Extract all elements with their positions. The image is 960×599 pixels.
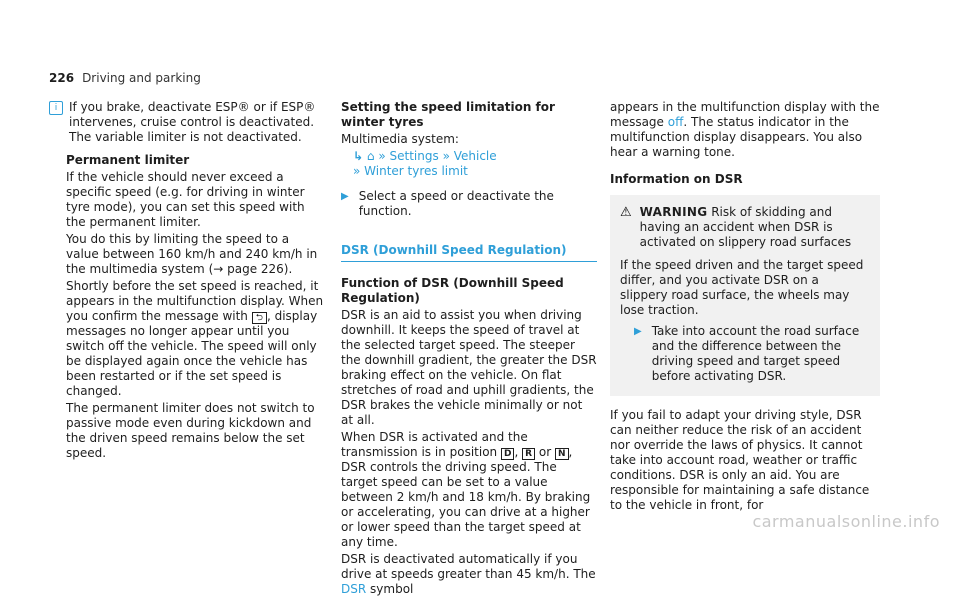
text: When DSR is activated and the transmission is in position: [341, 430, 528, 459]
warning-box: [610, 195, 880, 396]
page-header: [49, 71, 201, 86]
paragraph: The permanent limiter does not switch to passive mode even during kickdown and the driven speed remains below the set speed.: [66, 401, 315, 460]
column-1: [54, 100, 324, 463]
text: or: [538, 445, 552, 459]
path-winter-tyres: Winter tyres limit: [364, 164, 468, 178]
multimedia-label: Multimedia system:: [341, 132, 459, 146]
back-button-icon: ⮌: [252, 312, 267, 324]
paragraph: [341, 552, 597, 597]
text: . The status indicator in the multifunction display disappears. You also hear a warning tone.: [610, 115, 863, 159]
path-settings: Settings: [389, 149, 439, 163]
text: Shortly before the set speed is reached, it appears in the multifunction display. When you confirm the message with: [66, 279, 324, 323]
off-message-text: off: [667, 115, 684, 129]
text: DSR is deactivated automatically if you drive at speeds greater than 45 km/h. The: [341, 552, 596, 581]
dsr-symbol-text: DSR: [341, 582, 367, 596]
dsr-section-heading: DSR (Downhill Speed Regulation): [341, 243, 597, 262]
note-text: If you brake, deactivate ESP® or if ESP® intervenes, cruise control is deactivated. The variable limiter is not deactivated.: [69, 100, 316, 144]
permanent-limiter-heading: Permanent limiter: [66, 153, 190, 167]
column-2: [341, 100, 597, 599]
menu-path: [341, 149, 597, 179]
paragraph: If the vehicle should never exceed a specific speed (e.g. for driving in winter tyre mode), you can set this speed with the permanent limiter.: [66, 170, 305, 229]
gear-n-icon: N: [555, 448, 569, 460]
paragraph: When DSR is activated and the transmission is in position D , R or N , DSR controls the driving speed. The target speed can be set to a value between 2 km/h and 18 km/h. By braking or accelerating, you can drive at a higher or lower speed than the target speed at any time.: [341, 430, 591, 549]
text: , display messages no longer appear until you switch off the vehicle. The speed will only be displayed again once the vehicle has been restarted or if the set speed is changed.: [66, 309, 318, 398]
winter-heading: Setting the speed limitation for winter tyres: [341, 100, 555, 129]
text: , DSR controls the driving speed. The target speed can be set to a value between 2 km/h and 18 km/h. By braking or accelerating, you can drive at a higher or lower speed than the target speed at any time.: [341, 445, 591, 549]
paragraph: You do this by limiting the speed to a value between 160 km/h and 240 km/h in the multimedia system (→ page 226).: [66, 232, 318, 276]
chevron-icon: »: [378, 149, 386, 163]
column-3: [610, 100, 880, 515]
step-text: Select a speed or deactivate the function.: [358, 189, 554, 218]
section-title: Driving and parking: [82, 71, 201, 85]
path-vehicle: Vehicle: [453, 149, 497, 163]
dsr-function-heading: Function of DSR (Downhill Speed Regulation): [341, 276, 564, 305]
warning-step: [620, 324, 870, 384]
warning-paragraph: If the speed driven and the target speed differ, and you activate DSR on a slippery road surface, the wheels may lose traction.: [620, 258, 864, 317]
info-heading: Information on DSR: [610, 172, 743, 186]
home-icon: ⌂: [366, 149, 375, 163]
paragraph: [610, 100, 880, 160]
text: appears in the multifunction display with the message: [610, 100, 880, 129]
info-icon: i: [49, 101, 63, 115]
warning-icon: ⚠: [620, 205, 632, 220]
arrow-icon: ↳: [353, 149, 364, 163]
page-number: 226: [49, 71, 75, 85]
text: symbol: [370, 582, 414, 596]
warning-text: Risk of skidding and having an accident when DSR is activated on slippery road surfaces: [639, 205, 852, 249]
paragraph: DSR is an aid to assist you when driving downhill. It keeps the speed of travel at the selected target speed. The steeper the downhill gradient, the greater the DSR braking effect on the vehicle. On flat stretches of road and uphill gradients, the DSR brakes the vehicle minimally or not at all.: [341, 308, 597, 427]
play-icon: ▶: [634, 326, 642, 337]
step-text: Take into account the road surface and the difference between the driving speed and target speed before activating DSR.: [651, 324, 860, 383]
warning-header: [620, 205, 870, 252]
watermark: carmanualsonline.info: [752, 512, 940, 531]
gear-d-icon: D: [501, 448, 514, 460]
paragraph: If you fail to adapt your driving style, DSR can neither reduce the risk of an accident nor override the laws of physics. It cannot take into account road, weather or traffic conditions. DSR is only an aid. You are responsible for maintaining a safe distance to the vehicle in front, for: [610, 408, 870, 512]
chevron-icon: »: [442, 149, 450, 163]
play-icon: ▶: [341, 191, 349, 202]
note-block: [49, 100, 324, 147]
warning-title: WARNING: [639, 205, 708, 219]
gear-r-icon: R: [522, 448, 535, 460]
chevron-icon: »: [353, 164, 361, 178]
instruction-step: [341, 189, 597, 219]
paragraph: [66, 279, 324, 399]
